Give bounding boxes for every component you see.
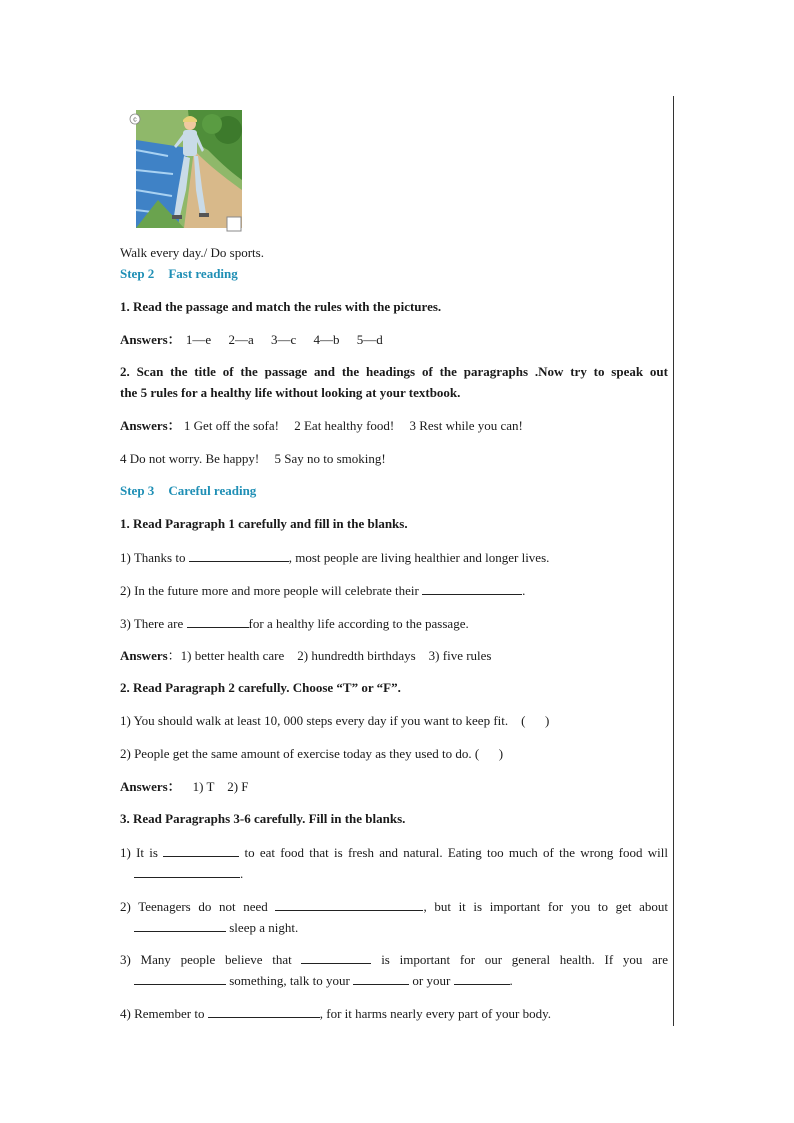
p2-heading: 2. Read Paragraph 2 carefully. Choose “T” or “F”. bbox=[120, 680, 401, 695]
text-part: to eat food that is fresh and natural. Eating too much of the wrong food will bbox=[239, 845, 668, 860]
p3-item-2-line1 bbox=[120, 898, 668, 915]
step2-question-1: 1. Read the passage and match the rules with the pictures. bbox=[120, 299, 442, 314]
p1-item-3 bbox=[120, 615, 668, 632]
answer-item: 5—d bbox=[356, 332, 383, 347]
p1-item-2 bbox=[120, 582, 668, 599]
p1-answers bbox=[120, 648, 668, 664]
text-part: , for it harms nearly every part of your body. bbox=[319, 1006, 552, 1021]
step2-answers-1 bbox=[120, 332, 668, 348]
p2-item-1: 1) You should walk at least 10, 000 steps every day if you want to keep fit. ( ) bbox=[120, 713, 550, 728]
text-part: something, talk to your bbox=[226, 973, 354, 988]
text-part: . bbox=[509, 973, 513, 988]
fill-blank[interactable] bbox=[454, 972, 510, 985]
fill-blank[interactable] bbox=[134, 919, 226, 932]
text-part: 2) Teenagers do not need bbox=[120, 899, 276, 914]
fill-blank[interactable] bbox=[187, 615, 249, 628]
text-part: , most people are living healthier and longer lives. bbox=[288, 550, 550, 565]
text-part: 1) It is bbox=[120, 845, 164, 860]
p3-item-4 bbox=[120, 1005, 668, 1022]
answer-item: 4—b bbox=[313, 332, 340, 347]
text-part: 1) Thanks to bbox=[120, 550, 189, 565]
text-part: 3) Many people believe that bbox=[120, 952, 302, 967]
step2-title: Fast reading bbox=[168, 266, 238, 281]
p3-item-1-line1 bbox=[120, 844, 668, 861]
text-part: 3) There are bbox=[120, 616, 187, 631]
step2-label: Step 2 bbox=[120, 266, 155, 281]
text-part: for a healthy life according to the passage. bbox=[248, 616, 469, 631]
right-margin-rule bbox=[673, 96, 674, 1026]
answer-item: 1—e bbox=[185, 332, 212, 347]
text-part: . bbox=[240, 866, 244, 881]
fill-blank[interactable] bbox=[208, 1005, 320, 1018]
step2-answers-2-line1 bbox=[120, 418, 668, 434]
fill-blank[interactable] bbox=[134, 972, 226, 985]
text-part: 2) In the future more and more people will celebrate their bbox=[120, 583, 423, 598]
fill-blank[interactable] bbox=[301, 951, 371, 964]
text-part: 4) Remember to bbox=[120, 1006, 208, 1021]
answers-label: Answers： bbox=[120, 779, 181, 794]
text-part: is important for our general health. If you are bbox=[371, 952, 668, 967]
p2-answers bbox=[120, 779, 668, 795]
p3-item-1-line2 bbox=[120, 865, 668, 882]
answers-text: 1) T 2) F bbox=[192, 779, 249, 794]
fill-blank[interactable] bbox=[134, 865, 240, 878]
answer-item: 2 Eat healthy food! bbox=[294, 418, 395, 433]
p3-heading: 3. Read Paragraphs 3-6 carefully. Fill in the blanks. bbox=[120, 811, 406, 826]
fill-blank[interactable] bbox=[275, 898, 423, 911]
answers-label: Answers bbox=[120, 648, 168, 663]
step3-heading bbox=[120, 483, 668, 499]
step3-title: Careful reading bbox=[168, 483, 257, 498]
answers-label: Answers： bbox=[120, 332, 181, 347]
step3-label: Step 3 bbox=[120, 483, 155, 498]
answer-item: 3—c bbox=[270, 332, 297, 347]
fill-blank[interactable] bbox=[422, 582, 522, 595]
answers-label: Answers： bbox=[120, 418, 181, 433]
step2-heading bbox=[120, 266, 668, 282]
p1-item-1 bbox=[120, 549, 668, 566]
walking-man-illustration bbox=[128, 110, 244, 234]
p2-item-2: 2) People get the same amount of exercise today as they used to do. ( ) bbox=[120, 746, 504, 761]
text-part: sleep a night. bbox=[226, 920, 299, 935]
text-part: , but it is important for you to get about bbox=[423, 899, 668, 914]
fill-blank[interactable] bbox=[353, 972, 409, 985]
fill-blank[interactable] bbox=[163, 844, 239, 857]
picture-caption: Walk every day./ Do sports. bbox=[120, 245, 264, 260]
p3-item-2-line2 bbox=[120, 919, 668, 936]
picture-badge-letter: c bbox=[133, 116, 137, 124]
answer-item: 4 Do not worry. Be happy! bbox=[120, 451, 260, 466]
p3-item-3-line2 bbox=[120, 972, 668, 989]
step2-question-2-line2: the 5 rules for a healthy life without looking at your textbook. bbox=[120, 385, 461, 400]
text-part: . bbox=[522, 583, 526, 598]
step2-question-2-line1: 2. Scan the title of the passage and the headings of the paragraphs .Now try to speak out bbox=[120, 364, 668, 379]
answer-item: 2—a bbox=[228, 332, 254, 347]
step2-answers-2-line2 bbox=[120, 451, 668, 467]
answer-item: 3 Rest while you can! bbox=[409, 418, 523, 433]
answers-text: ：1) better health care 2) hundredth birthdays 3) five rules bbox=[167, 648, 492, 663]
answer-item: 1 Get off the sofa! bbox=[183, 418, 279, 433]
answer-item: 5 Say no to smoking! bbox=[274, 451, 386, 466]
text-part: or your bbox=[409, 973, 454, 988]
p1-heading: 1. Read Paragraph 1 carefully and fill in the blanks. bbox=[120, 516, 408, 531]
fill-blank[interactable] bbox=[189, 549, 289, 562]
p3-item-3-line1 bbox=[120, 951, 668, 968]
